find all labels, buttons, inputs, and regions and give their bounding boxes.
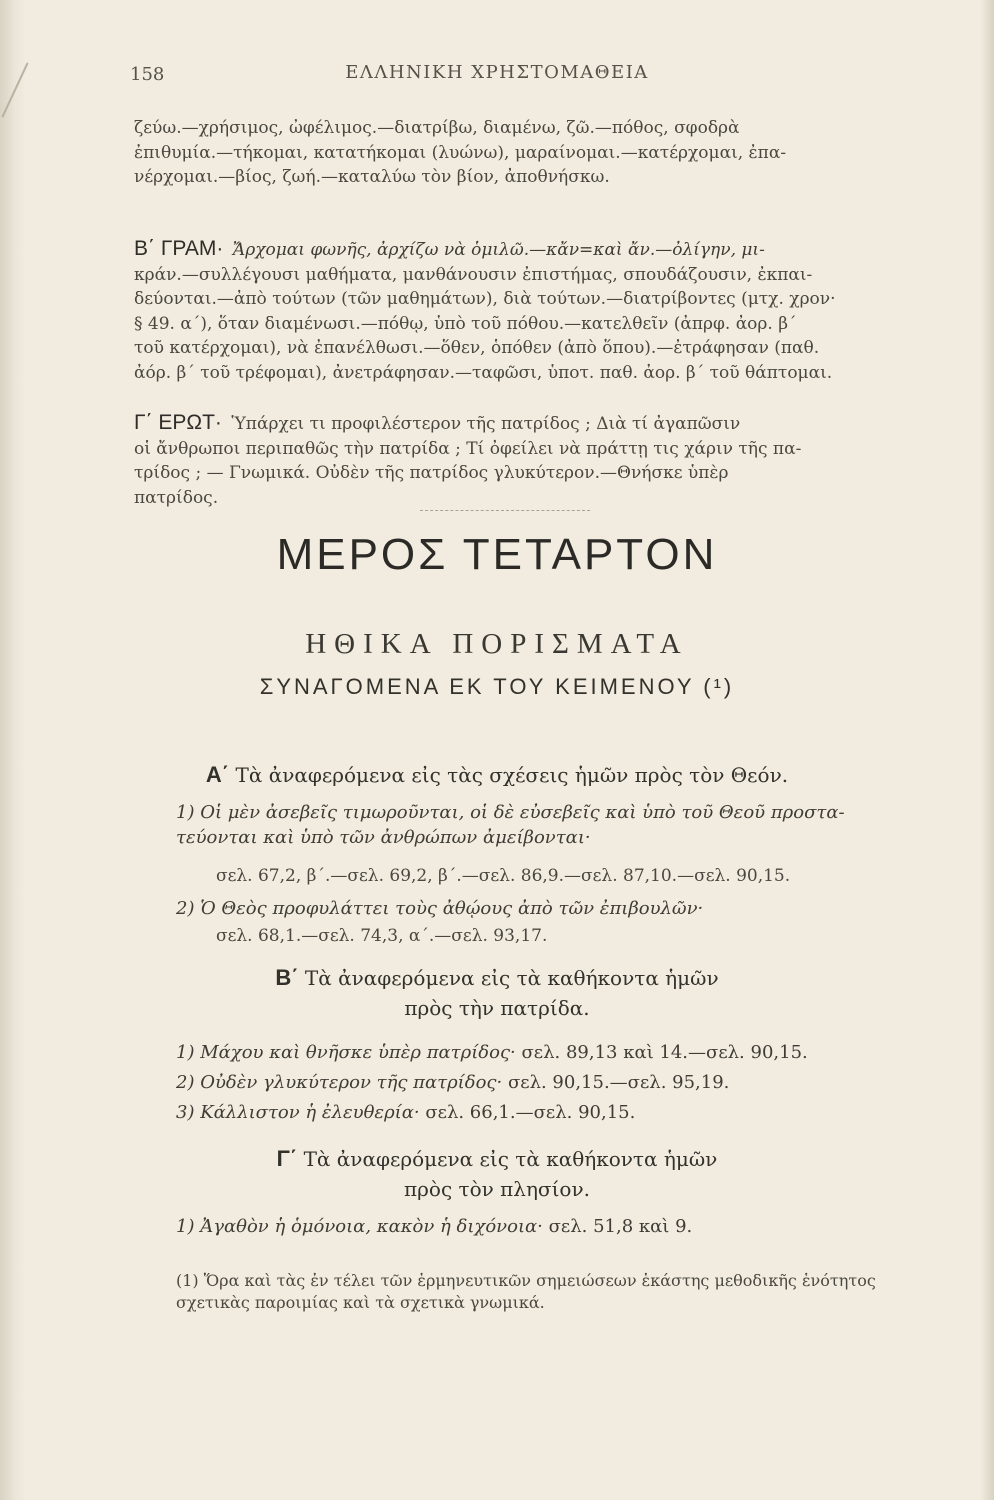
section-heading-text: πρὸς τὴν πατρίδα. <box>404 996 590 1020</box>
glossary-line: ζεύω.—χρήσιμος, ὠφέλιμος.—διατρίβω, διαμένω, ζῶ.—πόθος, σφοδρὰ <box>134 118 740 138</box>
questions-line: τρίδος ; — Γνωμικά. Οὐδὲν τῆς πατρίδος γλυκύτερον.—Θνήσκε ὑπὲρ <box>134 463 729 483</box>
grammar-block <box>134 237 932 385</box>
item-text: 1) Μάχου καὶ θνῆσκε ὑπὲρ πατρίδος· <box>176 1042 516 1063</box>
section-a-heading <box>0 760 994 790</box>
section-letter: Α΄ <box>205 762 230 787</box>
item-text: 1) Ἀγαθὸν ἡ ὁμόνοια, κακὸν ἡ διχόνοια· <box>176 1216 543 1237</box>
grammar-label: Β΄ ΓΡΑΜ· <box>134 237 224 260</box>
list-item <box>176 1214 936 1239</box>
section-b-heading <box>0 963 994 1023</box>
page-references: σελ. 66,1.—σελ. 90,15. <box>425 1102 636 1123</box>
list-item <box>176 1040 936 1065</box>
list-item <box>176 896 936 921</box>
questions-block <box>134 411 932 510</box>
page-references: σελ. 90,15.—σελ. 95,19. <box>507 1072 730 1093</box>
questions-line: οἱ ἄνθρωποι περιπαθῶς τὴν πατρίδα ; Τί ὀφείλει νὰ πράττῃ τις χάριν τῆς πα- <box>134 438 802 459</box>
questions-line: πατρίδος. <box>134 487 219 508</box>
item-text: 1) Οἱ μὲν ἀσεβεῖς τιμωροῦνται, οἱ δὲ εὐσεβεῖς καὶ ὑπὸ τοῦ Θεοῦ προστα- <box>176 802 845 823</box>
list-item <box>176 1100 936 1125</box>
grammar-line: δεύονται.—ἀπὸ τούτων (τῶν μαθημάτων), διὰ τούτων.—διατρίβοντες (μτχ. χρον· <box>134 289 836 309</box>
item-text: 3) Κάλλιστον ἡ ἐλευθερία· <box>176 1102 420 1123</box>
section-divider <box>420 510 590 511</box>
page-references: σελ. 67,2, β΄.—σελ. 69,2, β΄.—σελ. 86,9.—σελ. 87,10.—σελ. 90,15. <box>216 866 791 886</box>
part-subtitle-2: ΣΥΝΑΓΟΜΕΝΑ ΕΚ ΤΟΥ ΚΕΙΜΕΝΟΥ (¹) <box>259 674 735 699</box>
page-gutter-shadow <box>0 0 26 1500</box>
page-edge-shadow <box>980 0 994 1500</box>
running-title: ΕΛΛΗΝΙΚΗ ΧΡΗΣΤΟΜΑΘΕΙΑ <box>345 62 649 83</box>
grammar-line: ἀόρ. β΄ τοῦ τρέφομαι), ἀνετράφησαν.—ταφῶσι, ὑποτ. παθ. ἀορ. β΄ τοῦ θάπτομαι. <box>134 362 833 383</box>
grammar-line: § 49. α΄), ὅταν διαμένωσι.—πόθῳ, ὑπὸ τοῦ πόθου.—κατελθεῖν (ἀπρφ. ἀορ. β΄ <box>134 313 797 334</box>
glossary-line: ἐπιθυμία.—τήκομαι, κατατήκομαι (λυώνω), μαραίνομαι.—κατέρχομαι, ἐπα- <box>134 142 787 163</box>
list-item <box>176 1070 936 1095</box>
list-item <box>176 800 936 850</box>
questions-label: Γ΄ ΕΡΩΤ· <box>134 411 222 434</box>
item-text: τεύονται καὶ ὑπὸ τῶν ἀνθρώπων ἀμείβονται· <box>176 827 591 848</box>
grammar-line: κράν.—συλλέγουσι μαθήματα, μανθάνουσιν ἐπιστήμας, σπουδάζουσιν, ἐκπαι- <box>134 264 813 285</box>
footnote: (1) Ὅρα καὶ τὰς ἐν τέλει τῶν ἑρμηνευτικῶν σημειώσεων ἑκάστης μεθοδικῆς ἑνότητος σχετικὰς παροιμίας καὶ τὰ σχετικὰ γνωμικά. <box>176 1271 876 1312</box>
grammar-line: τοῦ κατέρχομαι), νὰ ἐπανέλθωσι.—ὅθεν, ὁπόθεν (ἀπὸ ὅπου).—ἐτράφησαν (παθ. <box>134 338 820 358</box>
part-subtitle: ΗΘΙΚΑ ΠΟΡΙΣΜΑΤΑ <box>305 628 689 660</box>
section-heading-text: Τὰ ἀναφερόμενα εἰς τὰς σχέσεις ἡμῶν πρὸς τὸν Θεόν. <box>235 763 789 787</box>
glossary-block <box>134 116 932 190</box>
part-title: ΜΕΡΟΣ ΤΕΤΑΡΤΟΝ <box>276 530 718 579</box>
section-heading-text: Τὰ ἀναφερόμενα εἰς τὰ καθήκοντα ἡμῶν <box>304 966 719 990</box>
page-references: σελ. 89,13 καὶ 14.—σελ. 90,15. <box>521 1042 808 1063</box>
item-text: 2) Ὁ Θεὸς προφυλάττει τοὺς ἀθῴους ἀπὸ τῶν ἐπιβουλῶν· <box>176 898 704 919</box>
grammar-text: Ἄρχομαι φωνῆς, ἀρχίζω νὰ ὁμιλῶ.—κἄν=καὶ ἄν.—ὀλίγην, μι- <box>232 240 765 260</box>
glossary-line: νέρχομαι.—βίος, ζωή.—καταλύω τὸν βίον, ἀποθνήσκω. <box>134 167 610 187</box>
item-text: 2) Οὐδὲν γλυκύτερον τῆς πατρίδος· <box>176 1072 503 1093</box>
section-letter: Β΄ <box>275 965 299 990</box>
questions-text: Ὑπάρχει τι προφιλέστερον τῆς πατρίδος ; Διὰ τί ἀγαπῶσιν <box>231 414 741 434</box>
page-references: σελ. 51,8 καὶ 9. <box>548 1216 693 1237</box>
section-letter: Γ΄ <box>276 1146 298 1171</box>
section-heading-text: πρὸς τὸν πλησίον. <box>404 1177 590 1201</box>
page-number: 158 <box>130 64 165 85</box>
page-references: σελ. 68,1.—σελ. 74,3, α΄.—σελ. 93,17. <box>216 926 548 946</box>
section-heading-text: Τὰ ἀναφερόμενα εἰς τὰ καθήκοντα ἡμῶν <box>303 1147 718 1171</box>
grammar-line <box>134 237 932 263</box>
section-g-heading <box>0 1144 994 1204</box>
questions-line <box>134 411 932 437</box>
